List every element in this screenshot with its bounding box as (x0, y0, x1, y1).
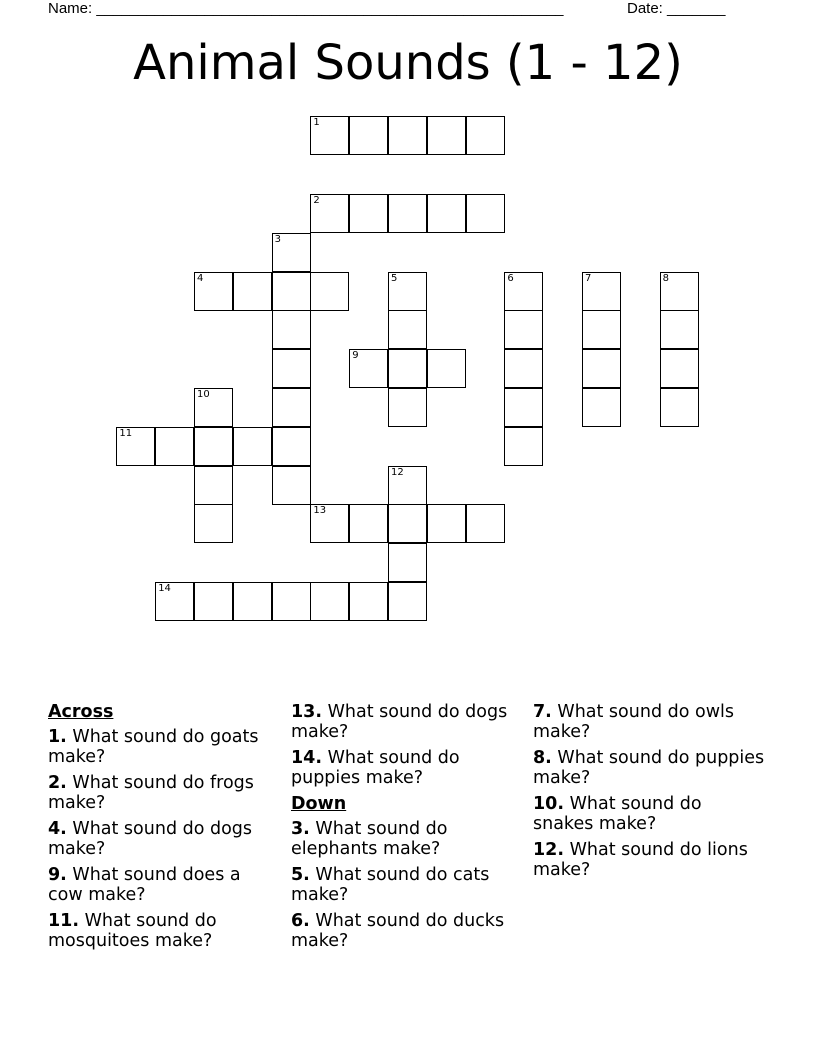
grid-cell[interactable] (233, 582, 272, 621)
clue-item-number: 11. (48, 911, 80, 931)
clue-number: 8 (662, 272, 669, 284)
clue-item (48, 773, 270, 813)
clue-item (533, 840, 765, 880)
clue-item-text: What sound do puppies make? (291, 748, 460, 788)
clue-item (291, 819, 519, 859)
grid-cell[interactable] (155, 427, 194, 466)
clue-item-number: 5. (291, 865, 310, 885)
clue-item (533, 702, 765, 742)
clue-item-text: What sound do goats make? (48, 727, 259, 767)
clue-item-number: 3. (291, 819, 310, 839)
clues-column-2 (291, 702, 519, 957)
grid-cell[interactable] (427, 116, 466, 155)
grid-cell[interactable] (349, 582, 388, 621)
grid-cell[interactable] (272, 272, 311, 311)
grid-cell[interactable] (310, 504, 349, 543)
clue-item-number: 9. (48, 865, 67, 885)
clue-item (291, 748, 519, 788)
clue-item (533, 794, 765, 834)
grid-cell[interactable] (660, 349, 699, 388)
clue-item (48, 727, 270, 767)
grid-cell[interactable] (660, 388, 699, 427)
clues-column-3 (533, 702, 765, 886)
clue-number: 1 (313, 117, 320, 129)
grid-cell[interactable] (388, 504, 427, 543)
clue-item-number: 6. (291, 911, 310, 931)
clue-number: 4 (197, 272, 204, 284)
clue-number: 11 (119, 427, 133, 439)
grid-cell[interactable] (388, 194, 427, 233)
grid-cell[interactable] (660, 310, 699, 349)
clue-number: 13 (313, 505, 327, 517)
grid-cell[interactable] (310, 116, 349, 155)
grid-cell[interactable] (466, 194, 505, 233)
grid-cell[interactable] (427, 504, 466, 543)
grid-cell[interactable] (349, 194, 388, 233)
grid-cell[interactable] (504, 272, 543, 311)
grid-cell[interactable] (194, 272, 233, 311)
grid-cell[interactable] (272, 582, 311, 621)
grid-cell[interactable] (194, 504, 233, 543)
clue-item-number: 10. (533, 794, 565, 814)
clue-item-text: What sound do lions make? (533, 840, 748, 880)
grid-cell[interactable] (194, 427, 233, 466)
grid-cell[interactable] (504, 349, 543, 388)
grid-cell[interactable] (388, 272, 427, 311)
grid-cell[interactable] (388, 543, 427, 582)
clue-item-text: What sound do puppies make? (533, 748, 765, 788)
clue-item-text: What sound do owls make? (533, 702, 734, 742)
clue-number: 10 (197, 389, 210, 400)
grid-cell[interactable] (388, 116, 427, 155)
clue-item-number: 12. (533, 840, 565, 860)
clue-item-text: What sound do frogs make? (48, 773, 254, 813)
grid-cell[interactable] (582, 388, 621, 427)
clue-item-number: 13. (291, 702, 323, 722)
clue-item-text: What sound do cats make? (291, 865, 490, 905)
section-heading-across: Across (48, 702, 114, 722)
clue-number: 2 (313, 195, 320, 206)
name-field: Name: ________________________________________________________ (48, 0, 564, 17)
clue-item (48, 911, 270, 951)
grid-cell[interactable] (272, 427, 311, 466)
grid-cell[interactable] (233, 427, 272, 466)
grid-cell[interactable] (582, 272, 621, 311)
grid-cell[interactable] (272, 466, 311, 505)
clue-number: 5 (391, 272, 398, 284)
clue-item-text: What sound do elephants make? (291, 819, 448, 859)
clues-column-1 (48, 702, 270, 957)
clue-item (48, 865, 270, 905)
grid-cell[interactable] (272, 388, 311, 427)
grid-cell[interactable] (582, 310, 621, 349)
grid-cell[interactable] (233, 272, 272, 311)
grid-cell[interactable] (466, 504, 505, 543)
grid-cell[interactable] (310, 272, 349, 311)
page-title: Animal Sounds (1 - 12) (133, 35, 683, 91)
grid-cell[interactable] (660, 272, 699, 311)
grid-cell[interactable] (349, 349, 388, 388)
clue-item-number: 4. (48, 819, 67, 839)
clue-item-number: 14. (291, 748, 323, 768)
clue-item-number: 8. (533, 748, 552, 768)
grid-cell[interactable] (388, 310, 427, 349)
grid-cell[interactable] (504, 427, 543, 466)
clue-item-text: What sound does a cow make? (48, 865, 241, 905)
grid-cell[interactable] (504, 388, 543, 427)
clue-item-text: What sound do dogs make? (291, 702, 508, 742)
grid-cell[interactable] (116, 427, 155, 466)
grid-cell[interactable] (155, 582, 194, 621)
clue-item-text: What sound do mosquitoes make? (48, 911, 217, 951)
grid-cell[interactable] (272, 349, 311, 388)
clue-number: 3 (274, 233, 281, 245)
date-field: Date: _______ (627, 0, 726, 17)
grid-cell[interactable] (349, 504, 388, 543)
clue-item-number: 1. (48, 727, 67, 747)
clue-item (291, 865, 519, 905)
clue-item-number: 7. (533, 702, 552, 722)
grid-cell[interactable] (272, 233, 311, 272)
clue-item (291, 702, 519, 742)
grid-cell[interactable] (427, 349, 466, 388)
clue-number: 6 (507, 272, 514, 284)
grid-cell[interactable] (388, 349, 427, 388)
grid-cell[interactable] (272, 310, 311, 349)
clue-item (48, 819, 270, 859)
grid-cell[interactable] (194, 388, 233, 427)
clue-item (291, 911, 519, 951)
grid-cell[interactable] (310, 194, 349, 233)
grid-cell[interactable] (466, 116, 505, 155)
clue-item-text: What sound do snakes make? (533, 794, 702, 834)
clue-number: 9 (352, 350, 359, 362)
grid-cell[interactable] (582, 349, 621, 388)
grid-cell[interactable] (504, 310, 543, 349)
clue-number: 14 (158, 583, 171, 594)
grid-cell[interactable] (349, 116, 388, 155)
clue-item-text: What sound do dogs make? (48, 819, 253, 859)
clue-item-number: 2. (48, 773, 67, 793)
clue-number: 12 (391, 466, 404, 478)
section-heading-down: Down (291, 794, 347, 814)
grid-cell[interactable] (427, 194, 466, 233)
clue-number: 7 (585, 272, 592, 284)
clue-item (533, 748, 765, 788)
grid-cell[interactable] (194, 582, 233, 621)
grid-cell[interactable] (388, 388, 427, 427)
grid-cell[interactable] (194, 466, 233, 505)
grid-cell[interactable] (310, 582, 349, 621)
grid-cell[interactable] (388, 466, 427, 505)
grid-cell[interactable] (388, 582, 427, 621)
clue-item-text: What sound do ducks make? (291, 911, 505, 951)
